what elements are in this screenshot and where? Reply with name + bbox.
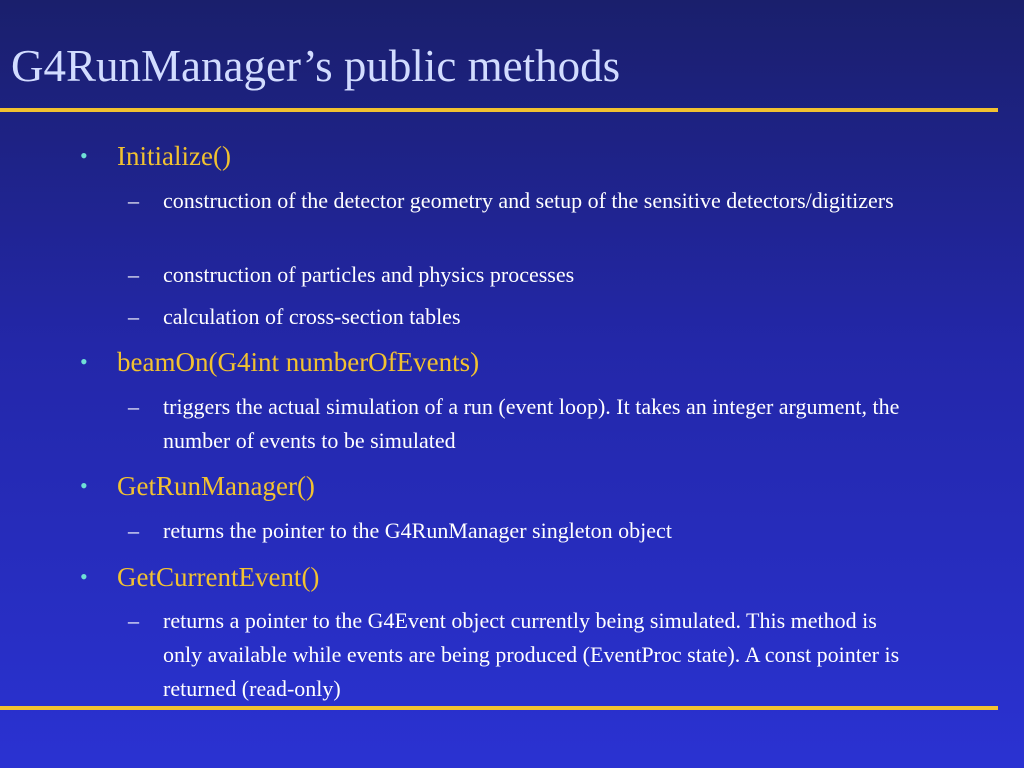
dash-marker: – — [128, 608, 139, 633]
dash-marker: – — [128, 262, 139, 287]
sub-item — [128, 604, 918, 706]
footer-divider — [0, 706, 998, 710]
dash-marker: – — [128, 518, 139, 543]
bullet-label: GetCurrentEvent() — [117, 562, 320, 592]
dash-marker: – — [128, 304, 139, 329]
bullet-label: Initialize() — [117, 141, 231, 171]
sub-item-text: calculation of cross-section tables — [163, 304, 461, 329]
bullet-label: beamOn(G4int numberOfEvents) — [117, 347, 480, 377]
sub-item-text: construction of particles and physics processes — [163, 262, 575, 287]
dash-marker: – — [128, 394, 139, 419]
sub-item — [128, 300, 918, 334]
sub-item — [128, 184, 918, 218]
slide-title: G4RunManager’s public methods — [11, 41, 621, 91]
sub-item-text: returns a pointer to the G4Event object currently being simulated. This method is only available while events are being produced (EventProc state). A const pointer is returned (read-only) — [163, 608, 900, 701]
bullet-marker: • — [80, 143, 88, 168]
bullet-label: GetRunManager() — [117, 471, 315, 501]
bullet-marker: • — [80, 473, 88, 498]
title-divider — [0, 108, 998, 112]
sub-item-text: triggers the actual simulation of a run (event loop). It takes an integer argument, the number of events to be simulated — [163, 394, 900, 453]
sub-item — [128, 390, 918, 458]
sub-item — [128, 514, 918, 548]
sub-item-text: returns the pointer to the G4RunManager singleton object — [163, 518, 672, 543]
sub-item-text: construction of the detector geometry and setup of the sensitive detectors/digitizers — [163, 188, 894, 213]
dash-marker: – — [128, 188, 139, 213]
bullet-marker: • — [80, 564, 88, 589]
bullet-marker: • — [80, 349, 88, 374]
sub-item — [128, 258, 918, 292]
